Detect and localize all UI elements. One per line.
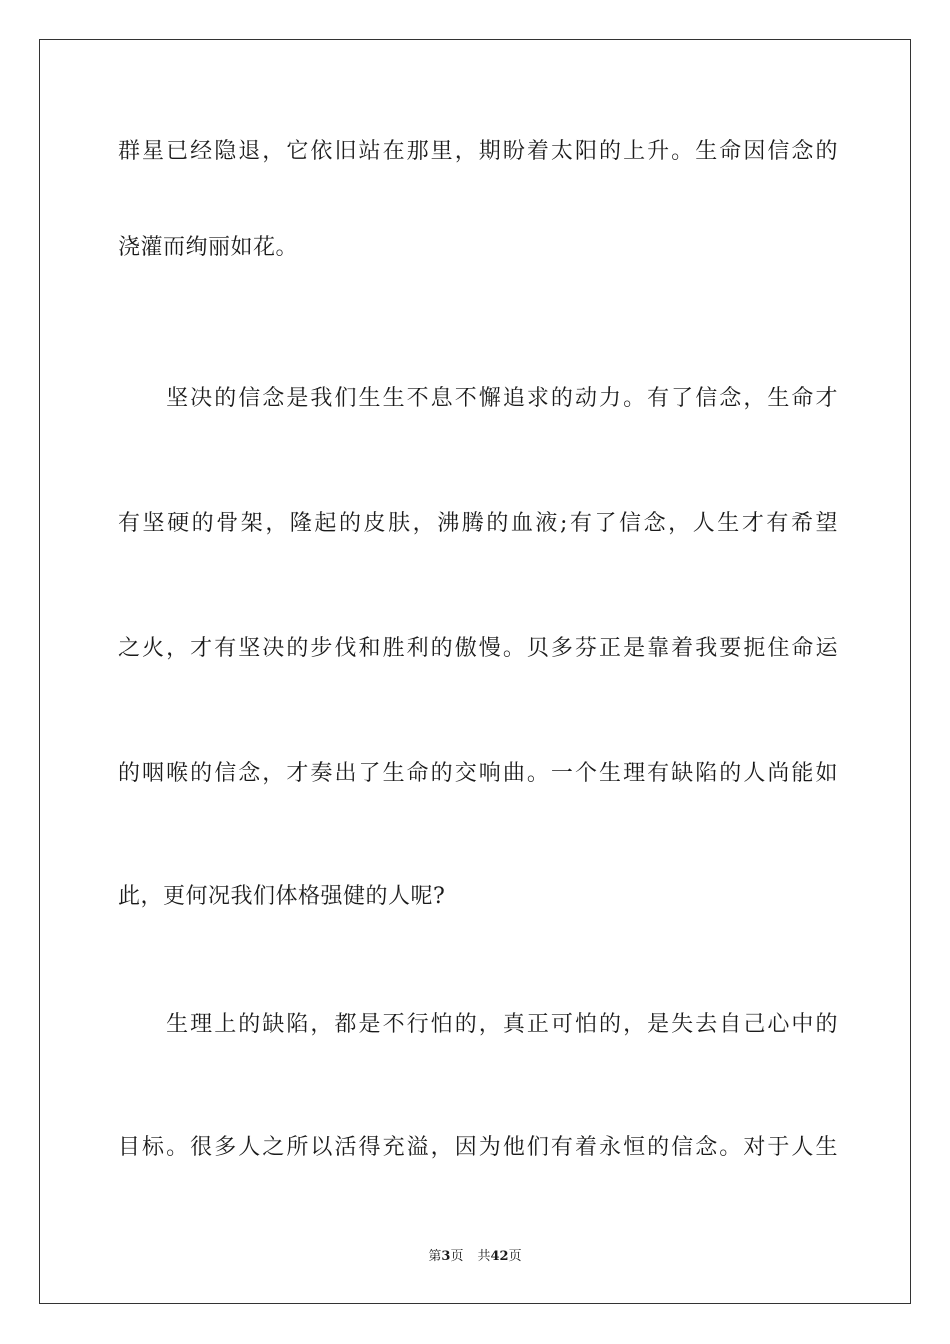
body-line-1: 群星已经隐退，它依旧站在那里，期盼着太阳的上升。生命因信念的 bbox=[118, 139, 838, 164]
total-label-prefix: 共 bbox=[477, 1249, 491, 1264]
body-line-5: 之火，才有坚决的步伐和胜利的傲慢。贝多芬正是靠着我要扼住命运 bbox=[118, 636, 838, 661]
page-label-suffix: 页 bbox=[450, 1249, 464, 1264]
page-footer bbox=[0, 1248, 950, 1266]
body-line-9: 目标。很多人之所以活得充溢，因为他们有着永恒的信念。对于人生 bbox=[118, 1135, 838, 1160]
page-label-prefix: 第 bbox=[428, 1249, 442, 1264]
body-line-6: 的咽喉的信念，才奏出了生命的交响曲。一个生理有缺陷的人尚能如 bbox=[118, 761, 838, 786]
total-label-suffix: 页 bbox=[508, 1249, 522, 1264]
total-pages: 42 bbox=[490, 1249, 509, 1264]
body-line-4: 有坚硬的骨架，隆起的皮肤，沸腾的血液;有了信念，人生才有希望 bbox=[118, 511, 838, 536]
body-line-3: 坚决的信念是我们生生不息不懈追求的动力。有了信念，生命才 bbox=[118, 386, 838, 411]
body-line-8: 生理上的缺陷，都是不行怕的，真正可怕的，是失去自己心中的 bbox=[118, 1012, 838, 1037]
page-number: 3 bbox=[441, 1249, 451, 1264]
body-line-2: 浇灌而绚丽如花。 bbox=[118, 235, 299, 260]
body-line-7: 此，更何况我们体格强健的人呢? bbox=[118, 884, 446, 909]
page-border bbox=[39, 39, 911, 1304]
